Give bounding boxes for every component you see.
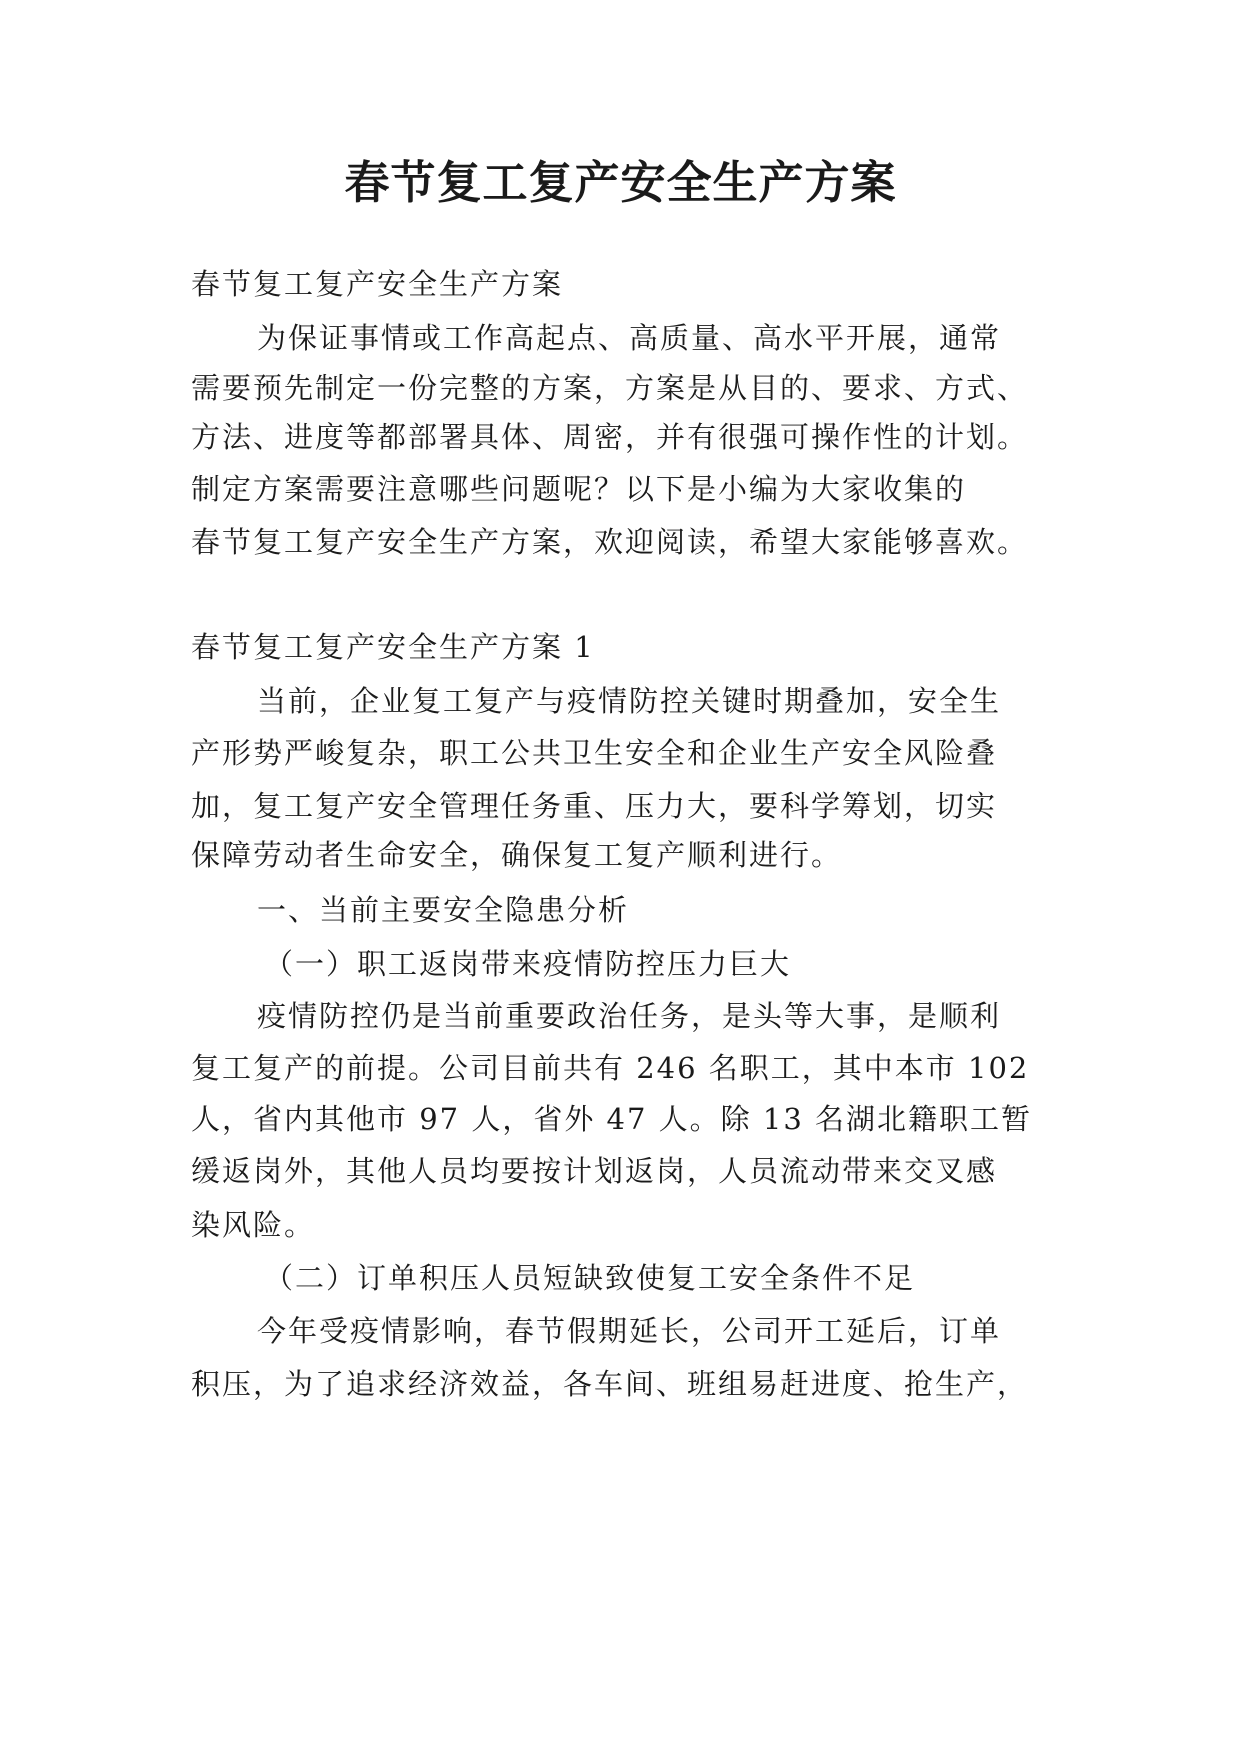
paragraph-line: 今年受疫情影响，春节假期延长，公司开工延后，订单 bbox=[257, 1314, 1002, 1348]
section-title: 一、当前主要安全隐患分析 bbox=[257, 893, 630, 927]
paragraph-line: 缓返岗外，其他人员均要按计划返岗，人员流动带来交叉感 bbox=[191, 1154, 998, 1188]
paragraph-line: 保障劳动者生命安全，确保复工复产顺利进行。 bbox=[191, 838, 843, 872]
paragraph-line: 疫情防控仍是当前重要政治任务，是头等大事，是顺利 bbox=[257, 999, 1002, 1033]
paragraph-line: 染风险。 bbox=[191, 1208, 316, 1242]
document-title: 春节复工复产安全生产方案 bbox=[344, 156, 897, 209]
paragraph-line: 人，省内其他市 97 人，省外 47 人。除 13 名湖北籍职工暂 bbox=[191, 1102, 1033, 1136]
intro-line: 春节复工复产安全生产方案，欢迎阅读，希望大家能够喜欢。 bbox=[191, 525, 1029, 559]
paragraph-line: 加，复工复产安全管理任务重、压力大，要科学筹划，切实 bbox=[191, 789, 998, 823]
subsection-title: （二）订单积压人员短缺致使复工安全条件不足 bbox=[264, 1261, 916, 1295]
intro-line: 方法、进度等都部署具体、周密，并有很强可操作性的计划。 bbox=[191, 420, 1029, 454]
paragraph-line: 积压，为了追求经济效益，各车间、班组易赶进度、抢生产， bbox=[191, 1367, 1029, 1401]
intro-line: 需要预先制定一份完整的方案，方案是从目的、要求、方式、 bbox=[191, 371, 1029, 405]
intro-line: 为保证事情或工作高起点、高质量、高水平开展，通常 bbox=[257, 321, 1002, 355]
intro-line: 制定方案需要注意哪些问题呢？以下是小编为大家收集的 bbox=[191, 472, 967, 506]
plan-heading: 春节复工复产安全生产方案 1 bbox=[191, 630, 595, 664]
paragraph-line: 当前，企业复工复产与疫情防控关键时期叠加，安全生 bbox=[257, 684, 1002, 718]
paragraph-line: 产形势严峻复杂，职工公共卫生安全和企业生产安全风险叠 bbox=[191, 736, 998, 770]
paragraph-line: 复工复产的前提。公司目前共有 246 名职工，其中本市 102 bbox=[191, 1051, 1030, 1085]
subsection-title: （一）职工返岗带来疫情防控压力巨大 bbox=[264, 947, 792, 981]
section-heading: 春节复工复产安全生产方案 bbox=[191, 267, 564, 301]
